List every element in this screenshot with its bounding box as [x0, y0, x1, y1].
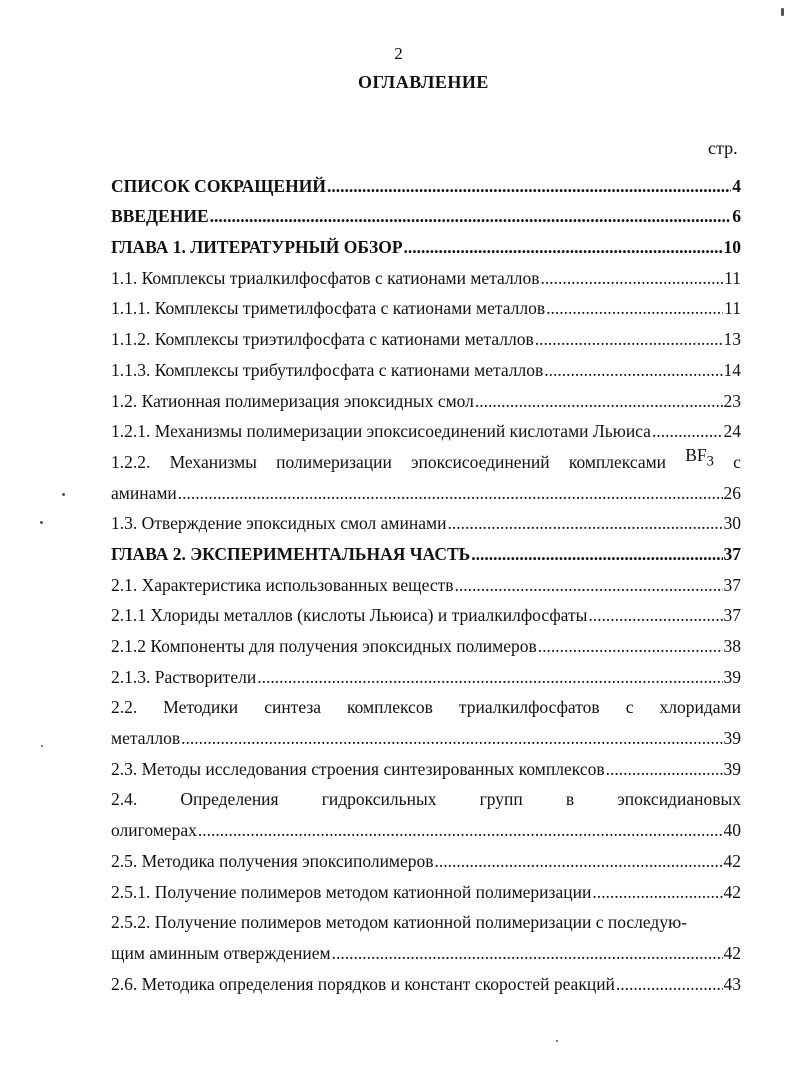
- toc-entry-page: 40: [723, 820, 741, 841]
- leader-dots: [616, 973, 723, 995]
- toc-word: 2.4.: [111, 789, 138, 810]
- toc-entry-page: 39: [723, 666, 741, 687]
- toc-entry[interactable]: [111, 319, 741, 350]
- toc-entry-page: 14: [723, 359, 741, 380]
- toc-entry-page: 10: [723, 237, 741, 258]
- page-title: ОГЛАВЛЕНИЕ: [358, 72, 489, 92]
- toc-entry-page: 39: [723, 758, 741, 779]
- leader-dots: [181, 727, 722, 749]
- toc-line-text: 2.5.2. Получение полимеров методом катионной полимеризации с последую-: [111, 912, 687, 933]
- toc-entry-label: 1.1. Комплексы триалкилфосфатов с катионами металлов: [111, 267, 540, 288]
- toc-entry-label: 1.2. Катионная полимеризация эпоксидных смол: [111, 390, 474, 411]
- leader-dots: [538, 635, 723, 657]
- leader-dots: [592, 881, 722, 903]
- toc-entry-page: 38: [723, 636, 741, 656]
- leader-dots: [332, 942, 723, 964]
- toc-word: комплексами: [568, 451, 667, 472]
- toc-entry-page: 23: [723, 390, 741, 411]
- toc-entry-page: 37: [723, 605, 741, 626]
- chemical-formula: BF: [685, 445, 707, 466]
- toc-word: комплексов: [347, 697, 433, 718]
- leader-dots: [447, 512, 722, 534]
- toc-word: с: [625, 697, 634, 718]
- leader-dots: [178, 482, 723, 504]
- toc-entry-label: 2.5.1. Получение полимеров методом катионной полимеризации: [111, 881, 592, 902]
- toc-word: [685, 444, 714, 473]
- toc-word: синтеза: [264, 697, 321, 718]
- toc-entry[interactable]: [111, 718, 741, 749]
- toc-entry-label: 1.1.1. Комплексы триметилфосфата с катионами металлов: [111, 298, 546, 319]
- page-number: 2: [394, 44, 403, 63]
- toc-entry-first-line[interactable]: [111, 442, 741, 473]
- toc-entry-label: 2.1.3. Растворители: [111, 666, 257, 687]
- toc-entry-label: аминами: [111, 482, 177, 503]
- leader-dots: [435, 850, 723, 872]
- leader-dots: [455, 574, 723, 596]
- toc-entry-page: 6: [732, 206, 741, 227]
- toc-entry-label: 1.1.2. Комплексы триэтилфосфата с катионами металлов: [111, 329, 534, 350]
- leader-dots: [327, 175, 731, 197]
- toc-word: Методики: [163, 697, 239, 718]
- toc-word: гидроксильных: [321, 789, 437, 810]
- toc-entry[interactable]: [111, 412, 741, 443]
- scan-speck: [556, 1040, 558, 1042]
- leader-dots: [257, 666, 722, 688]
- toc-entry-label: 1.3. Отверждение эпоксидных смол аминами: [111, 513, 447, 534]
- toc-entry-page: 26: [723, 482, 741, 503]
- toc-entry-label: 2.1.1 Хлориды металлов (кислоты Льюиса) и триалкилфосфаты: [111, 605, 588, 626]
- toc-entry-label: 1.1.3. Комплексы трибутилфосфата с катионами металлов: [111, 359, 544, 380]
- toc-entry-first-line[interactable]: [111, 688, 741, 719]
- table-of-contents: [111, 166, 741, 995]
- leader-dots: [198, 819, 723, 841]
- leader-dots: [540, 267, 723, 289]
- toc-entry-page: 13: [723, 329, 741, 350]
- toc-entry-label: СПИСОК СОКРАЩЕНИЙ: [111, 175, 326, 196]
- toc-entry-label: ВВЕДЕНИЕ: [111, 206, 209, 227]
- leader-dots: [404, 236, 723, 258]
- leader-dots: [588, 604, 722, 626]
- scan-speck: [40, 521, 43, 524]
- toc-entry[interactable]: [111, 504, 741, 535]
- toc-entry[interactable]: [111, 810, 741, 841]
- toc-entry-label: ГЛАВА 1. ЛИТЕРАТУРНЫЙ ОБЗОР: [111, 237, 403, 258]
- toc-entry[interactable]: [111, 841, 741, 872]
- toc-entry-label: 1.2.1. Механизмы полимеризации эпоксисоединений кислотами Льюиса: [111, 421, 651, 442]
- toc-word: Определения: [180, 789, 279, 810]
- toc-entry[interactable]: [111, 657, 741, 688]
- toc-entry[interactable]: [111, 350, 741, 381]
- toc-entry[interactable]: [111, 626, 741, 657]
- toc-entry-label: 2.6. Методика определения порядков и констант скоростей реакций: [111, 973, 615, 994]
- toc-word: групп: [479, 789, 523, 810]
- toc-word: с: [733, 451, 741, 472]
- toc-entry-label: 2.3. Методы исследования строения синтезированных комплексов: [111, 758, 605, 779]
- toc-entry[interactable]: [111, 197, 741, 228]
- toc-entry[interactable]: [111, 964, 741, 995]
- toc-entry-page: 11: [724, 267, 741, 288]
- toc-entry-label: олигомерах: [111, 820, 197, 841]
- toc-entry-page: 39: [723, 728, 741, 749]
- toc-entry[interactable]: [111, 289, 741, 320]
- toc-word: 2.2.: [111, 697, 138, 718]
- toc-word: в: [565, 789, 575, 810]
- toc-entry[interactable]: [111, 473, 741, 504]
- toc-entry-label: 2.1.2 Компоненты для получения эпоксидных полимеров: [111, 636, 537, 656]
- toc-entry-page: 42: [723, 942, 741, 963]
- toc-word: Механизмы: [169, 451, 257, 472]
- leader-dots: [606, 758, 723, 780]
- scan-speck: [62, 493, 65, 496]
- toc-word: 1.2.2.: [111, 451, 151, 472]
- scan-speck: [781, 8, 784, 16]
- leader-dots: [652, 420, 723, 442]
- toc-entry[interactable]: [111, 227, 741, 258]
- toc-entry[interactable]: [111, 596, 741, 627]
- toc-entry-page: 37: [723, 543, 741, 564]
- leader-dots: [210, 205, 732, 227]
- toc-entry-label: щим аминным отверждением: [111, 942, 331, 963]
- toc-entry[interactable]: [111, 534, 741, 565]
- toc-entry[interactable]: [111, 933, 741, 964]
- toc-entry[interactable]: [111, 166, 741, 197]
- toc-entry-first-line[interactable]: [111, 780, 741, 811]
- page-column-label: стр.: [708, 138, 738, 158]
- toc-entry-page: 37: [723, 574, 741, 595]
- toc-entry-page: 24: [723, 421, 741, 442]
- subscript: 3: [706, 453, 714, 470]
- toc-entry[interactable]: [111, 749, 741, 780]
- leader-dots: [471, 543, 722, 565]
- leader-dots: [475, 390, 723, 412]
- toc-entry-page: 43: [723, 973, 741, 994]
- toc-entry-label: ГЛАВА 2. ЭКСПЕРИМЕНТАЛЬНАЯ ЧАСТЬ: [111, 543, 471, 564]
- toc-word: эпоксисоединений: [411, 451, 550, 472]
- toc-entry-page: 11: [724, 298, 741, 319]
- toc-word: триалкилфосфатов: [458, 697, 600, 718]
- toc-word: эпоксидиановых: [617, 789, 741, 810]
- toc-entry-page: 4: [732, 175, 741, 196]
- toc-entry[interactable]: [111, 872, 741, 903]
- toc-entry[interactable]: [111, 565, 741, 596]
- toc-entry[interactable]: [111, 258, 741, 289]
- toc-entry-page: 42: [723, 881, 741, 902]
- toc-entry-label: 2.5. Методика получения эпоксиполимеров: [111, 850, 434, 871]
- toc-entry-label: металлов: [111, 728, 181, 749]
- leader-dots: [546, 297, 723, 319]
- toc-word: хлоридами: [659, 697, 741, 718]
- leader-dots: [544, 359, 722, 381]
- toc-word: полимеризации: [276, 451, 392, 472]
- toc-entry-page: 30: [723, 513, 741, 534]
- toc-entry[interactable]: [111, 381, 741, 412]
- scan-speck: [41, 745, 43, 747]
- toc-entry-page: 42: [723, 850, 741, 871]
- toc-entry-first-line[interactable]: [111, 903, 741, 934]
- leader-dots: [535, 328, 723, 350]
- toc-entry-label: 2.1. Характеристика использованных веществ: [111, 574, 454, 595]
